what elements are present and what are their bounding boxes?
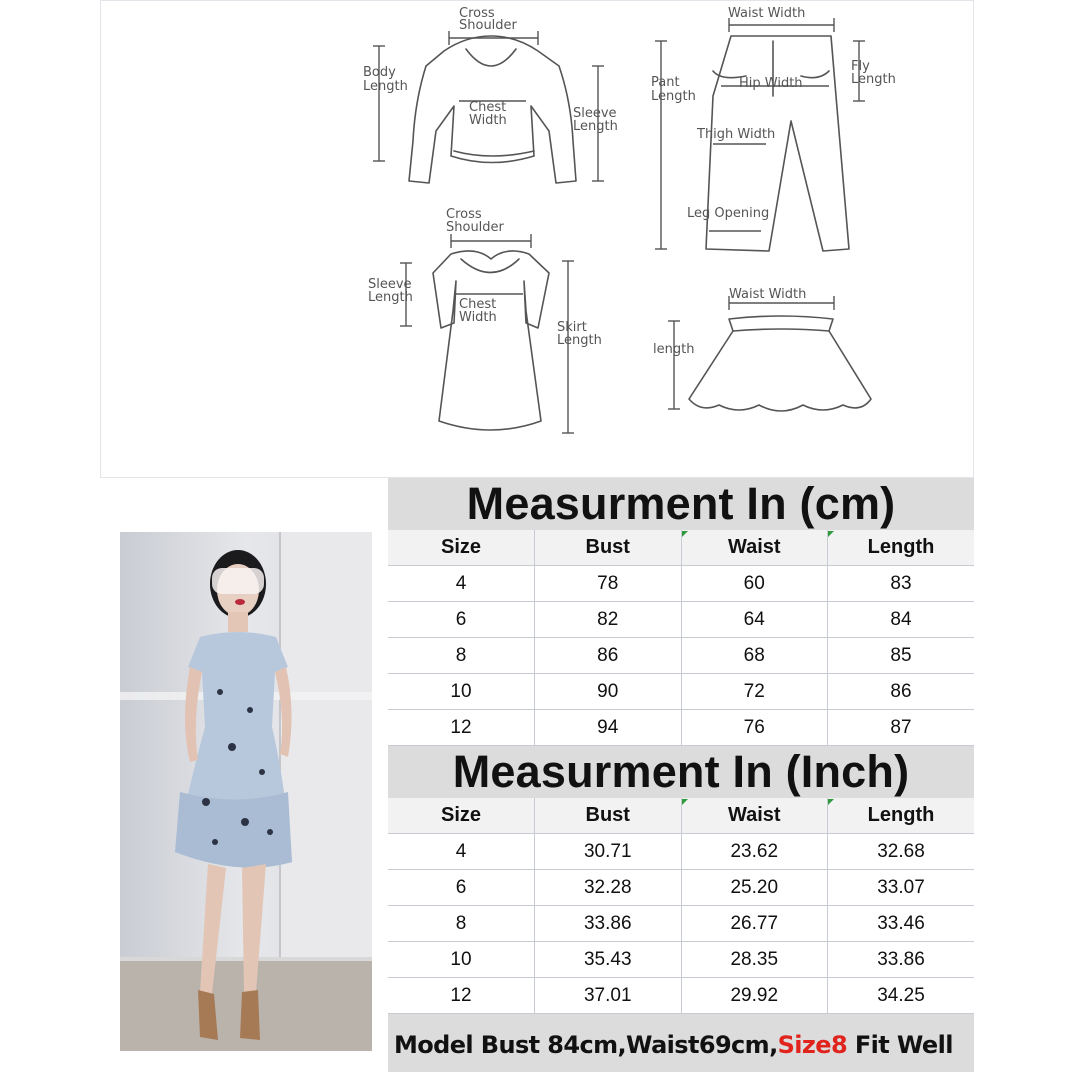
cm-table	[388, 530, 974, 746]
top-sleeve-length-label-2: Length	[573, 119, 618, 134]
column-header-waist: Waist	[681, 530, 828, 566]
waist-cell: 60	[681, 566, 828, 602]
cm-table-header-row	[388, 530, 974, 566]
waist-cell: 68	[681, 638, 828, 674]
bust-cell: 37.01	[535, 978, 682, 1014]
table-row	[388, 710, 974, 746]
chest-width-label-1: Chest	[469, 100, 507, 115]
dress-chest-width-label-2: Width	[459, 310, 497, 325]
waist-cell: 28.35	[681, 942, 828, 978]
waist-cell: 23.62	[681, 834, 828, 870]
bust-cell: 86	[535, 638, 682, 674]
size-chart	[388, 478, 974, 1074]
dress-sleeve-length-label-1: Sleeve	[368, 277, 412, 292]
size-cell: 4	[388, 834, 535, 870]
waist-cell: 72	[681, 674, 828, 710]
pants-waist-width-label: Waist Width	[728, 6, 806, 21]
length-cell: 84	[828, 602, 975, 638]
column-header-bust: Bust	[535, 798, 682, 834]
size-cell: 10	[388, 942, 535, 978]
table-row	[388, 566, 974, 602]
size-cell: 12	[388, 710, 535, 746]
size-cell: 6	[388, 602, 535, 638]
column-header-bust: Bust	[535, 530, 682, 566]
inch-table-body	[388, 834, 974, 1014]
bust-cell: 94	[535, 710, 682, 746]
model-photo	[120, 532, 372, 1051]
length-cell: 33.46	[828, 906, 975, 942]
cell-marker-icon	[682, 531, 688, 537]
cross-shoulder-label-1: Cross	[459, 6, 495, 21]
waist-cell: 76	[681, 710, 828, 746]
top-sleeve-length-label-1: Sleeve	[573, 106, 617, 121]
column-header-waist: Waist	[681, 798, 828, 834]
inch-table-heading: Measurment In (Inch)	[388, 746, 974, 798]
size-cell: 4	[388, 566, 535, 602]
model-fit-prefix: Model Bust 84cm,Waist69cm,	[394, 1031, 778, 1059]
dress-sleeve-length-label-2: Length	[368, 290, 413, 305]
table-row	[388, 638, 974, 674]
hip-width-label: Hip Width	[739, 76, 803, 91]
leg-opening-label: Leg Opening	[687, 206, 770, 221]
waist-cell: 26.77	[681, 906, 828, 942]
inch-table-header-row	[388, 798, 974, 834]
measurement-diagram	[100, 0, 974, 478]
bust-cell: 78	[535, 566, 682, 602]
inch-table	[388, 798, 974, 1014]
skirt-waist-width-label: Waist Width	[729, 287, 807, 302]
chest-width-label-2: Width	[469, 113, 507, 128]
cm-table-heading: Measurment In (cm)	[388, 478, 974, 530]
waist-cell: 64	[681, 602, 828, 638]
cell-marker-icon	[828, 799, 834, 805]
length-cell: 33.86	[828, 942, 975, 978]
cm-table-body	[388, 566, 974, 746]
dress-cross-shoulder-label-1: Cross	[446, 207, 482, 222]
bust-cell: 33.86	[535, 906, 682, 942]
size-cell: 8	[388, 638, 535, 674]
model-fit-size: Size8	[777, 1031, 848, 1059]
fly-length-label-1: Fly	[851, 59, 870, 74]
bust-cell: 32.28	[535, 870, 682, 906]
skirt-drawing	[668, 296, 871, 411]
table-row	[388, 834, 974, 870]
column-header-length: Length	[828, 798, 975, 834]
length-cell: 32.68	[828, 834, 975, 870]
table-row	[388, 906, 974, 942]
body-length-label-1: Body	[363, 65, 396, 80]
column-header-length: Length	[828, 530, 975, 566]
model-photo-panel	[100, 478, 388, 1074]
dress-cross-shoulder-label-2: Shoulder	[446, 220, 504, 235]
fly-length-label-2: Length	[851, 72, 896, 87]
bust-cell: 35.43	[535, 942, 682, 978]
waist-cell: 29.92	[681, 978, 828, 1014]
cross-shoulder-label-2: Shoulder	[459, 18, 517, 33]
size-cell: 10	[388, 674, 535, 710]
body-length-label-2: Length	[363, 79, 408, 94]
cell-marker-icon	[682, 799, 688, 805]
length-cell: 34.25	[828, 978, 975, 1014]
length-cell: 87	[828, 710, 975, 746]
pant-length-label-1: Pant	[651, 75, 680, 90]
column-header-size: Size	[388, 530, 535, 566]
garment-diagram	[101, 1, 975, 479]
thigh-width-label: Thigh Width	[697, 127, 776, 142]
table-row	[388, 978, 974, 1014]
model-fit-suffix: Fit Well	[847, 1031, 953, 1059]
pant-length-label-2: Length	[651, 89, 696, 104]
waist-cell: 25.20	[681, 870, 828, 906]
table-row	[388, 942, 974, 978]
dress-chest-width-label-1: Chest	[459, 297, 497, 312]
column-header-size: Size	[388, 798, 535, 834]
table-row	[388, 602, 974, 638]
skirt-length-label-2: Length	[557, 333, 602, 348]
size-cell: 12	[388, 978, 535, 1014]
table-row	[388, 674, 974, 710]
bust-cell: 30.71	[535, 834, 682, 870]
skirt-length-label-1: Skirt	[557, 320, 587, 335]
dress-drawing	[400, 234, 574, 433]
length-cell: 83	[828, 566, 975, 602]
table-row	[388, 870, 974, 906]
size-cell: 6	[388, 870, 535, 906]
skirt-length-label: length	[653, 342, 695, 357]
cell-marker-icon	[828, 531, 834, 537]
length-cell: 86	[828, 674, 975, 710]
length-cell: 85	[828, 638, 975, 674]
bust-cell: 82	[535, 602, 682, 638]
bust-cell: 90	[535, 674, 682, 710]
size-cell: 8	[388, 906, 535, 942]
model-fit-note	[388, 1014, 974, 1072]
length-cell: 33.07	[828, 870, 975, 906]
